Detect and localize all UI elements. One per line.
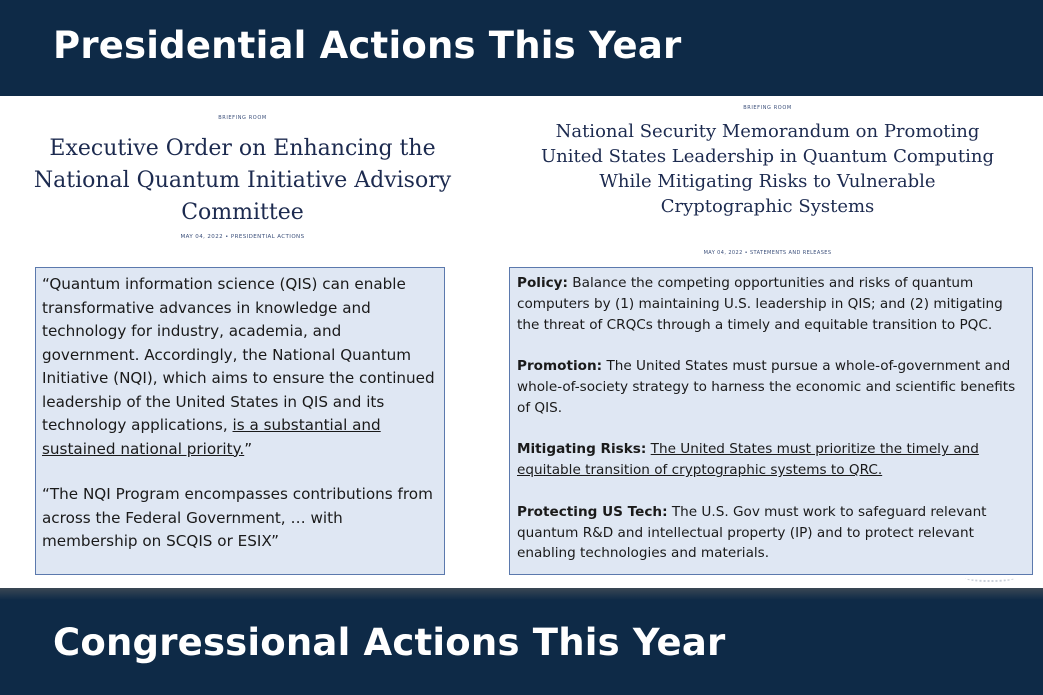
policy-text: Balance the competing opportunities and risks of quantum computers by (1) maintaining U.S. leadership in QIS; and (2) mitigating the threat of CRQCs through a timely and equitable transition to PQC.	[517, 275, 1003, 333]
policy-paragraph	[517, 273, 1025, 335]
protecting-tech-text: The U.S. Gov must work to safeguard relevant quantum R&D and intellectual property (IP) and to protect relevant enabling technologies and materials.	[517, 503, 987, 562]
quote-text: “Quantum information science (QIS) can enable transformative advances in knowledge and technology for industry, academia, and government. Accordingly, the National Quantum Initiative (NQI), which aims to ensure the continued leadership of the United States in QIS and its technology applications,	[42, 275, 435, 434]
security-memorandum-date: MAY 04, 2022 • STATEMENTS AND RELEASES	[703, 250, 832, 256]
section-title-congressional: Congressional Actions This Year	[53, 621, 726, 664]
promotion-text: The United States must pursue a whole-of-government and whole-of-society strategy to harness the economic and scientific benefits of QIS.	[517, 358, 1016, 416]
seal-decoration	[965, 574, 1015, 582]
briefing-room-label: BRIEFING ROOM	[743, 105, 792, 111]
section-title-presidential: Presidential Actions This Year	[53, 24, 682, 67]
quote-underlined-text: is a substantial and sustained national priority.	[42, 416, 381, 458]
mitigating-risks-paragraph	[517, 439, 1025, 481]
executive-order-quote-box	[35, 267, 445, 575]
security-memorandum-title: National Security Memorandum on Promoting United States Leadership in Quantum Computing While Mitigating Risks to Vulnerable Cryptographic Systems	[541, 121, 994, 217]
top-banner	[0, 0, 1043, 96]
protecting-tech-label: Protecting US Tech:	[517, 503, 668, 520]
briefing-room-label: BRIEFING ROOM	[218, 115, 267, 121]
promotion-label: Promotion:	[517, 358, 603, 375]
quote-paragraph-2: “The NQI Program encompasses contributions from across the Federal Government, … with membership on SCQIS or ESIX”	[42, 485, 433, 550]
memorandum-summary-box	[509, 267, 1033, 575]
protecting-tech-paragraph	[517, 502, 1025, 564]
promotion-paragraph	[517, 356, 1025, 418]
mitigating-risks-label: Mitigating Risks:	[517, 441, 647, 458]
policy-label: Policy:	[517, 275, 568, 291]
executive-order-date: MAY 04, 2022 • PRESIDENTIAL ACTIONS	[180, 234, 305, 240]
quote-close-mark: ”	[244, 439, 253, 458]
executive-order-title: Executive Order on Enhancing the National Quantum Initiative Advisory Committee	[33, 136, 452, 225]
mitigating-risks-text: The United States must prioritize the timely and equitable transition of cryptographic systems to QRC.	[517, 441, 979, 479]
quote-paragraph-1	[42, 273, 438, 461]
bottom-banner	[0, 588, 1043, 695]
